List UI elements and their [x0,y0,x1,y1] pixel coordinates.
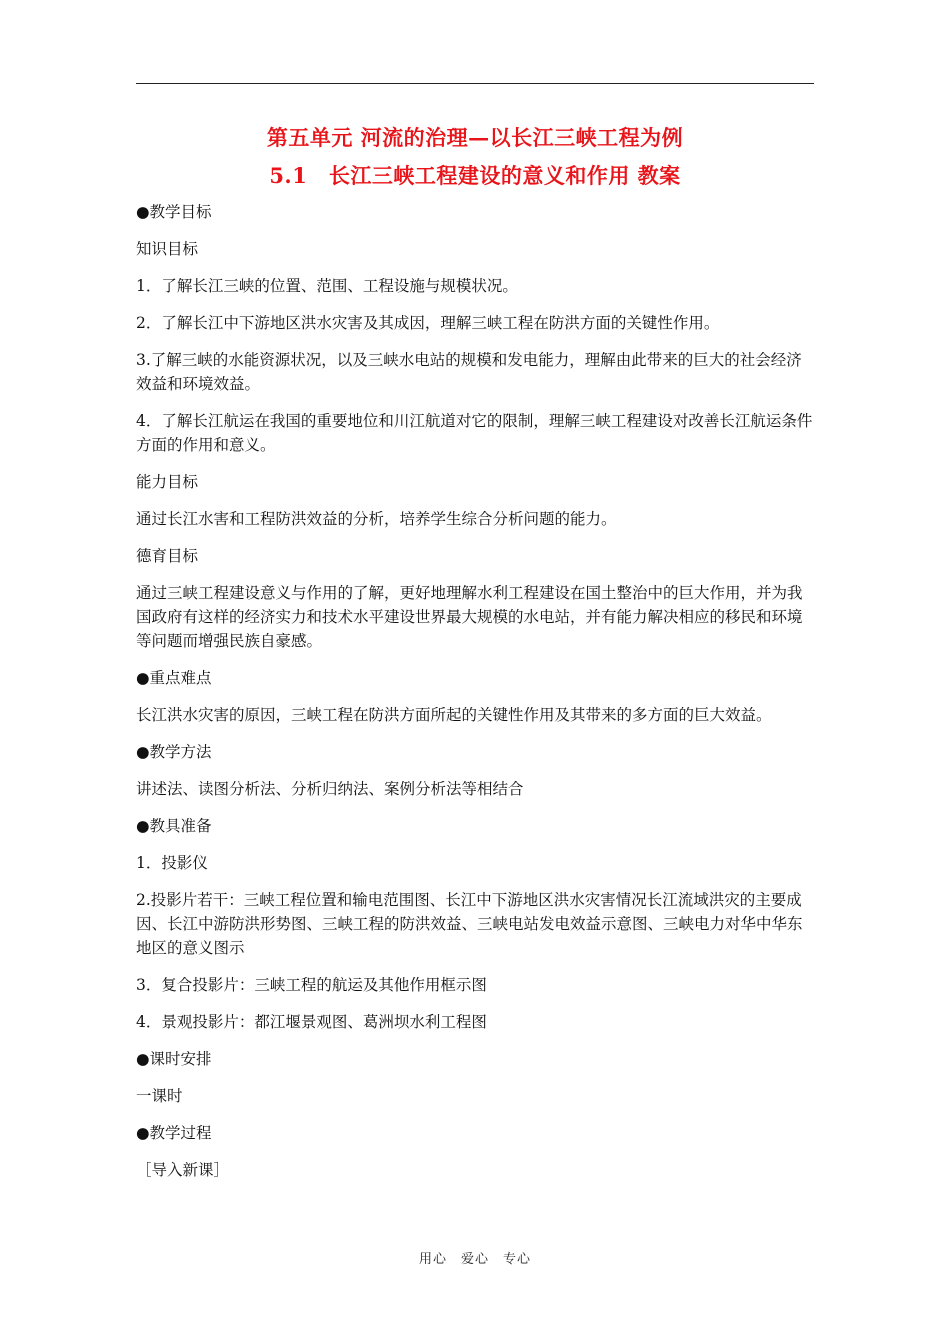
paragraph: 1．了解长江三峡的位置、范围、工程设施与规模状况。 [136,277,518,295]
unit-title: 第五单元 河流的治理—以长江三峡工程为例 [266,125,684,150]
paragraph: 1．投影仪 [136,854,208,872]
paragraph: 2.投影片若干：三峡工程位置和输电范围图、长江中下游地区洪水灾害情况长江流域洪灾的主要成因、长江中游防洪形势图、三峡工程的防洪效益、三峡电站发电效益示意图、三峡电力对华中华东地区的意义图示 [136,891,803,957]
subheading-ability: 能力目标 [136,473,199,491]
paragraph: 通过长江水害和工程防洪效益的分析，培养学生综合分析问题的能力。 [136,510,617,528]
paragraph: 4．了解长江航运在我国的重要地位和川江航道对它的限制，理解三峡工程建设对改善长江航运条件方面的作用和意义。 [136,412,813,454]
paragraph: 3.了解三峡的水能资源状况，以及三峡水电站的规模和发电能力，理解由此带来的巨大的社会经济效益和环境效益。 [136,351,802,393]
lesson-title: 5.1 长江三峡工程建设的意义和作用 教案 [269,163,681,188]
paragraph: 通过三峡工程建设意义与作用的了解，更好地理解水利工程建设在国土整治中的巨大作用，并为我国政府有这样的经济实力和技术水平建设世界最大规模的水电站，并有能力解决相应的移民和环境等问题而增强民族自豪感。 [136,584,803,650]
section-heading-key-points: ●重点难点 [136,669,212,687]
paragraph: 长江洪水灾害的原因，三峡工程在防洪方面所起的关键性作用及其带来的多方面的巨大效益。 [136,706,772,724]
section-heading-methods: ●教学方法 [136,743,212,761]
section-heading-materials: ●教具准备 [136,817,212,835]
header-rule [136,83,814,84]
paragraph: 讲述法、读图分析法、分析归纳法、案例分析法等相结合 [136,780,524,798]
paragraph: 一课时 [136,1087,183,1105]
page-footer: 用心 爱心 专心 [418,1252,531,1267]
subheading-knowledge: 知识目标 [136,240,199,258]
paragraph: 2．了解长江中下游地区洪水灾害及其成因，理解三峡工程在防洪方面的关键性作用。 [136,314,720,332]
paragraph: 4．景观投影片：都江堰景观图、葛洲坝水利工程图 [136,1013,487,1031]
paragraph: 3．复合投影片：三峡工程的航运及其他作用框示图 [136,976,487,994]
document-body [136,200,816,1195]
section-heading-schedule: ●课时安排 [136,1050,212,1068]
section-heading-goals: ●教学目标 [136,203,212,221]
paragraph: ［导入新课］ [136,1161,230,1179]
section-heading-process: ●教学过程 [136,1124,212,1142]
subheading-moral: 德育目标 [136,547,199,565]
